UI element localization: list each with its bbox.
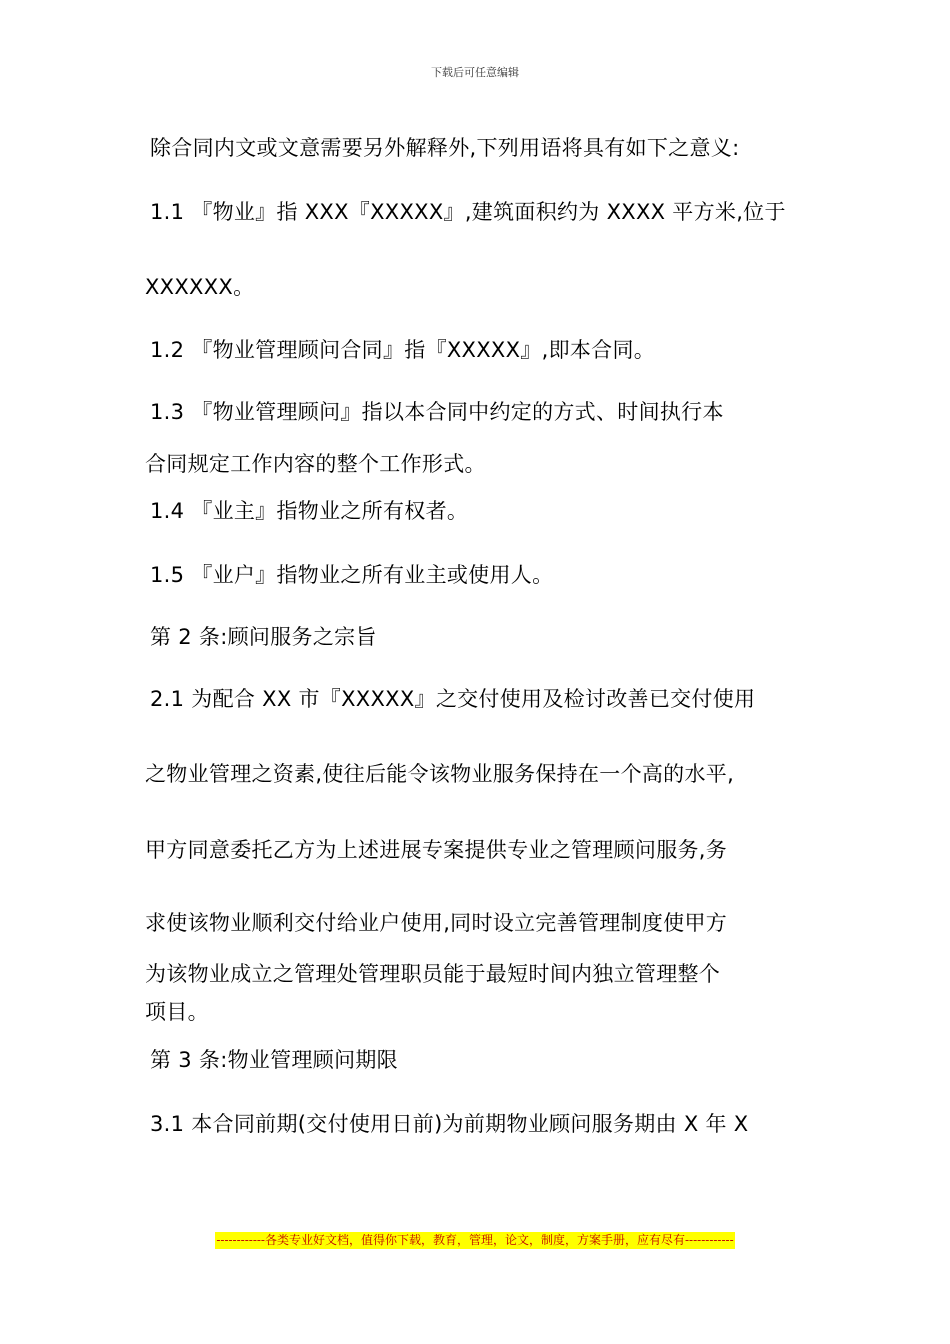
footer-banner (0, 1229, 950, 1249)
body-line-2: 1.1 『物业』指 XXX『XXXXX』,建筑面积约为 XXXX 平方米,位于 (150, 200, 786, 224)
body-line-4: 1.2 『物业管理顾问合同』指『XXXXX』,即本合同。 (150, 338, 656, 362)
body-line-5: 1.3 『物业管理顾问』指以本合同中约定的方式、时间执行本 (150, 400, 724, 424)
page-header: 下载后可任意编辑 (431, 66, 519, 79)
body-line-11: 之物业管理之资素,使往后能令该物业服务保持在一个高的水平, (145, 762, 735, 786)
body-line-8: 1.5 『业户』指物业之所有业主或使用人。 (150, 563, 554, 587)
body-line-3: XXXXXX。 (145, 275, 255, 299)
section-heading-3: 第 3 条:物业管理顾问期限 (150, 1048, 398, 1072)
body-line-17: 3.1 本合同前期(交付使用日前)为前期物业顾问服务期由 X 年 X (150, 1112, 749, 1136)
body-line-1: 除合同内文或文意需要另外解释外,下列用语将具有如下之意义: (150, 136, 740, 160)
body-line-15: 项目。 (145, 1000, 209, 1024)
section-heading-2: 第 2 条:顾问服务之宗旨 (150, 625, 377, 649)
body-line-14: 为该物业成立之管理处管理职员能于最短时间内独立管理整个 (145, 962, 721, 986)
footer-banner-text: ------------各类专业好文档，值得你下载，教育，管理，论文，制度，方案手册，应有尽有------------ (216, 1233, 734, 1247)
body-line-10: 2.1 为配合 XX 市『XXXXX』之交付使用及检讨改善已交付使用 (150, 687, 756, 711)
body-line-13: 求使该物业顺利交付给业户使用,同时设立完善管理制度使甲方 (145, 911, 728, 935)
body-line-6: 合同规定工作内容的整个工作形式。 (145, 452, 486, 476)
body-line-7: 1.4 『业主』指物业之所有权者。 (150, 499, 469, 523)
body-line-12: 甲方同意委托乙方为上述进展专案提供专业之管理顾问服务,务 (145, 838, 728, 862)
